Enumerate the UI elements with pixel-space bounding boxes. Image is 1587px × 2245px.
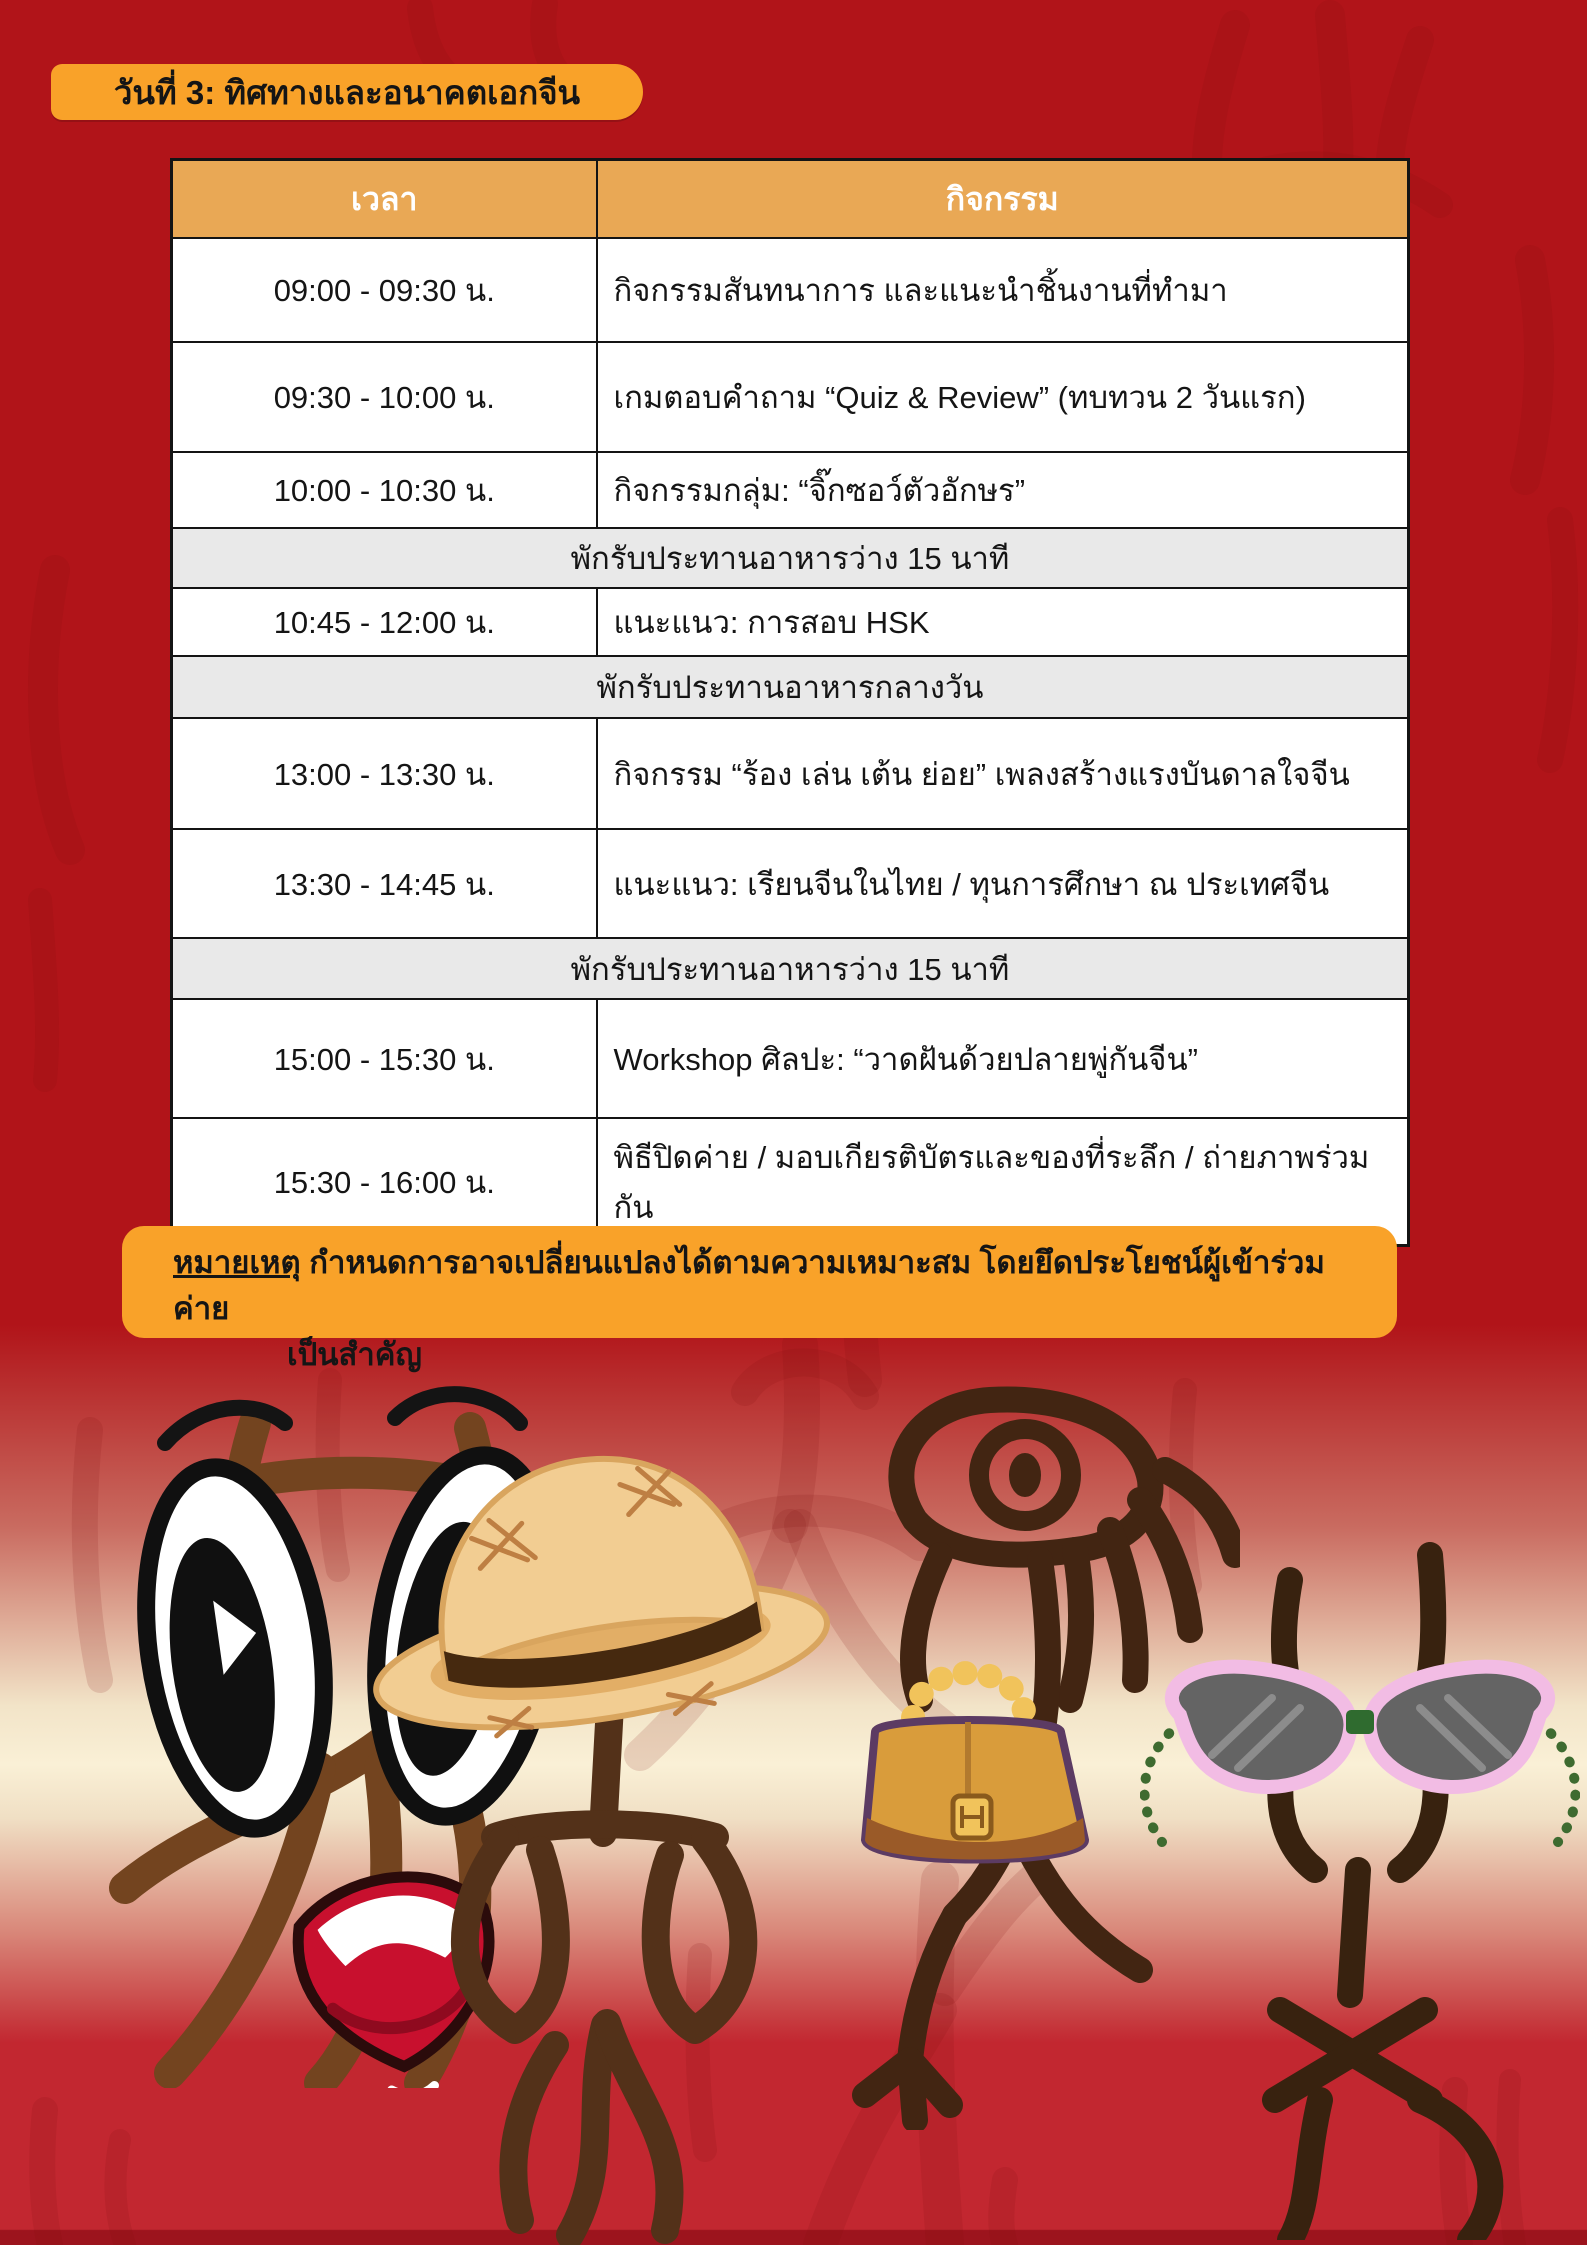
time-cell: 09:00 - 09:30 น. (172, 238, 597, 342)
table-row (172, 588, 1409, 656)
table-row (172, 999, 1409, 1118)
table-header-row (172, 160, 1409, 239)
time-cell: 13:00 - 13:30 น. (172, 718, 597, 829)
oracle-character-handbag (820, 1370, 1240, 2130)
activity-cell: กิจกรรม “ร้อง เล่น เต้น ย่อย” เพลงสร้างแรงบันดาลใจจีน (597, 718, 1409, 829)
header-cell-activity: กิจกรรม (597, 160, 1409, 239)
break-label: พักรับประทานอาหารกลางวัน (172, 656, 1409, 718)
break-label: พักรับประทานอาหารว่าง 15 นาที (172, 528, 1409, 588)
time-cell: 15:30 - 16:00 น. (172, 1118, 597, 1246)
pink-sunglasses (1145, 1667, 1576, 1842)
activity-cell: กิจกรรมกลุ่ม: “จิ๊กซอว์ตัวอักษร” (597, 452, 1409, 528)
break-row (172, 656, 1409, 718)
activity-cell: เกมตอบคำถาม “Quiz & Review” (ทบทวน 2 วันแรก) (597, 342, 1409, 452)
activity-cell: Workshop ศิลปะ: “วาดฝันด้วยปลายพู่กันจีน” (597, 999, 1409, 1118)
time-cell: 10:45 - 12:00 น. (172, 588, 597, 656)
time-cell: 15:00 - 15:30 น. (172, 999, 597, 1118)
oracle-character-googly-eyes (70, 1368, 630, 2088)
note-box (122, 1226, 1397, 1372)
activity-cell: กิจกรรมสันทนาการ และแนะนำชิ้นงานที่ทำมา (597, 238, 1409, 342)
note-text-line2: เป็นสำคัญ (287, 1337, 422, 1372)
table-row (172, 238, 1409, 342)
oracle-character-straw-hat (355, 1405, 835, 2245)
note-label: หมายเหตุ (173, 1245, 301, 1280)
activity-cell: แนะแนว: การสอบ HSK (597, 588, 1409, 656)
cartoon-eyes (125, 1394, 576, 1840)
time-cell: 13:30 - 14:45 น. (172, 829, 597, 938)
handbag (865, 1673, 1085, 1860)
oracle-character-sunglasses (1140, 1540, 1580, 2240)
time-cell: 10:00 - 10:30 น. (172, 452, 597, 528)
header-cell-time: เวลา (172, 160, 597, 239)
time-cell: 09:30 - 10:00 น. (172, 342, 597, 452)
schedule-table-body (172, 238, 1409, 1246)
page-title (51, 64, 643, 120)
table-row (172, 829, 1409, 938)
activity-cell: พิธีปิดค่าย / มอบเกียรติบัตรและของที่ระลึก / ถ่ายภาพร่วมกัน (597, 1118, 1409, 1246)
table-row (172, 718, 1409, 829)
page-title-text: วันที่ 3: ทิศทางและอนาคตเอกจีน (113, 73, 581, 111)
schedule-table-wrap (170, 158, 1407, 1247)
straw-hat (355, 1426, 835, 1759)
break-row (172, 938, 1409, 999)
note-text-line1: กำหนดการอาจเปลี่ยนแปลงได้ตามความเหมาะสม โดยยึดประโยชน์ผู้เข้าร่วมค่าย (173, 1245, 1325, 1326)
activity-cell: แนะแนว: เรียนจีนในไทย / ทุนการศึกษา ณ ประเทศจีน (597, 829, 1409, 938)
cartoon-mouth (292, 1868, 505, 2088)
schedule-table (170, 158, 1410, 1247)
break-row (172, 528, 1409, 588)
table-row (172, 452, 1409, 528)
break-label: พักรับประทานอาหารว่าง 15 นาที (172, 938, 1409, 999)
table-row (172, 342, 1409, 452)
